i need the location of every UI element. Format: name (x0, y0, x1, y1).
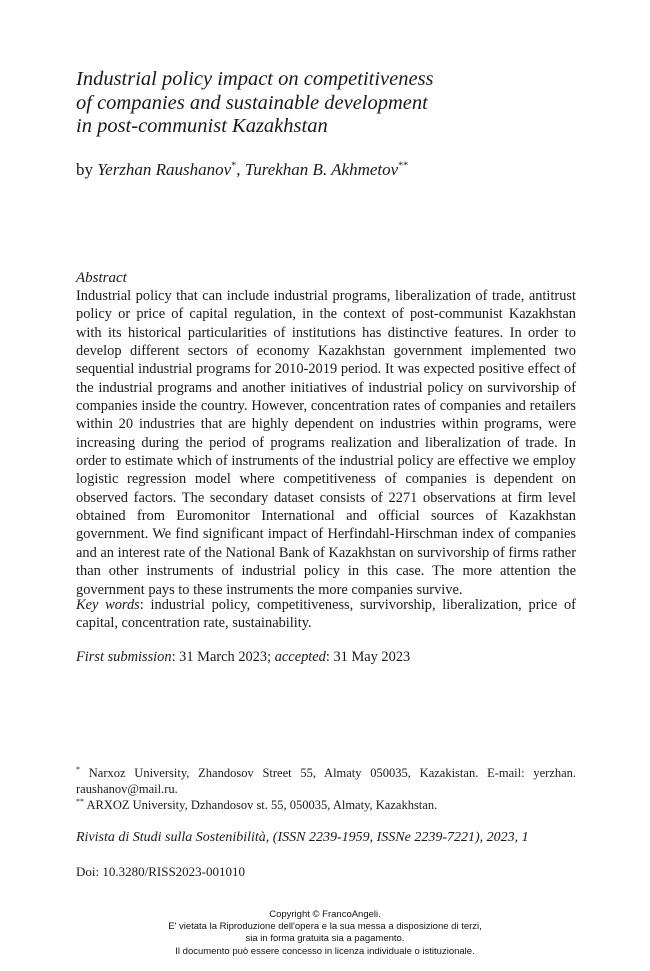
submission-label: First submission (76, 649, 172, 665)
byline-prefix: by (76, 160, 93, 179)
author-2-mark: ** (398, 160, 409, 172)
paper-title (76, 68, 596, 139)
submission-date: 31 March 2023 (179, 649, 268, 665)
title-line: in post-communist Kazakhstan (76, 115, 328, 137)
abstract-text: Industrial policy that can include industrial programs, liberalization of trade, antitrust policy or price of capital regulation, in the context of post-communist Kazakhstan with its historical particularities of institutions has distinctive features. In order to develop different sectors of economy Kazakhstan government implemented two sequential industrial programs for 2010-2019 period. It was expected positive effect of the industrial programs and another initiatives of industrial policy on survivorship of companies inside the country. However, concentration rates of companies and retailers within 20 industries that are highly dependent on industries within programs, were increasing during the period of programs realization and liberalization of trade. In order to estimate which of instruments of the industrial policy are effective we employ logistic regression model where competitiveness of companies is dependent on observed factors. The secondary dataset consists of 2271 observations at firm level obtained from Euromonitor International and official sources of Kazakhstan government. We find significant impact of Herfindahl-Hirschman index of companies and an interest rate of the National Bank of Kazakhstan on survivorship of firms rather than other instruments of industrial policy in this case. The more attention the government pays to these instruments the more companies survive. (76, 288, 576, 598)
copyright-line: Il documento può essere concesso in licenza individuale o istituzionale. (175, 945, 475, 957)
doi: Doi: 10.3280/RISS2023-001010 (76, 864, 246, 879)
footnote (76, 765, 576, 797)
accepted-label: accepted (274, 649, 326, 665)
keywords: Key words: industrial policy, competitiveness, survivorship, liberalization, price of capital, concentration rate, sustainability. (76, 597, 576, 632)
author-1-mark: * (231, 160, 237, 172)
accepted-date: 31 May 2023 (333, 649, 411, 665)
footnote-text: ARXOZ University, Dzhandosov st. 55, 050035, Almaty, Kazakhstan. (86, 798, 438, 813)
copyright-notice (0, 909, 650, 958)
title-line: of companies and sustainable development (76, 91, 428, 114)
title-line: Industrial policy impact on competitiveness (76, 68, 434, 90)
submission-dates: First submission: 31 March 2023; accepted: 31 May 2023 (76, 649, 411, 665)
copyright-line: E' vietata la Riproduzione dell'opera e la sua messa a disposizione di terzi, (168, 921, 482, 933)
copyright-line: sia in forma gratuita sia a pagamento. (245, 933, 405, 945)
footnotes (76, 765, 576, 814)
footnote-mark: ** (76, 797, 84, 807)
author-separator: , (236, 160, 241, 179)
author-1: Yerzhan Raushanov (97, 160, 232, 179)
author-2: Turekhan B. Akhmetov (244, 160, 399, 179)
abstract-heading: Abstract (76, 270, 127, 286)
footnote (76, 797, 576, 813)
footnote-mark: * (76, 764, 80, 774)
footnote-text: Narxoz University, Zhandosov Street 55, Almaty 050035, Kazakistan. E-mail: yerzhan.​raushanov@mail.ru. (76, 766, 576, 797)
byline (76, 159, 408, 181)
keywords-text: industrial policy, competitiveness, survivorship, liberalization, price of capital, concentration rate, sustainability. (76, 597, 576, 632)
keywords-label: Key words (76, 597, 140, 613)
copyright-line: Copyright © FrancoAngeli. (269, 909, 381, 920)
journal-citation: Rivista di Studi sulla Sostenibilità, (ISSN 2239-1959, ISSNe 2239-7221), 2023, 1 (76, 830, 529, 845)
